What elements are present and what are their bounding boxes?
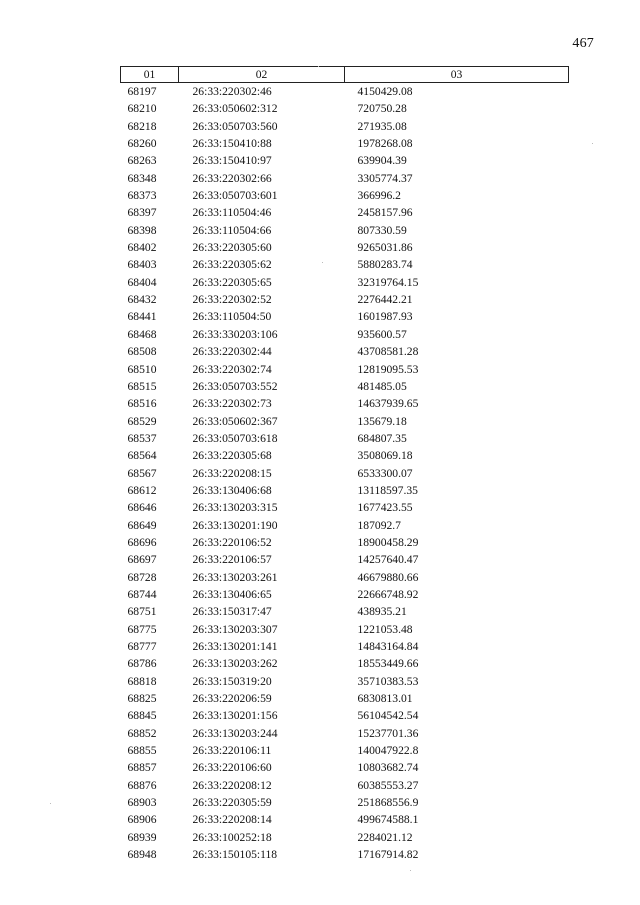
cell-value: 807330.59	[357, 223, 407, 237]
table-row	[121, 742, 569, 759]
cell-cadastral-number: 26:33:050602:367	[192, 414, 278, 428]
cell-cadastral-number: 26:33:130201:141	[192, 640, 278, 653]
cell-code: 68906	[127, 813, 157, 827]
table-row	[121, 829, 569, 846]
table-row	[121, 256, 569, 273]
cell-cadastral-number: 26:33:220305:62	[192, 258, 272, 272]
cell-code: 68432	[127, 293, 157, 307]
cell-cadastral-number: 26:33:130203:244	[192, 726, 278, 740]
table-row	[121, 239, 569, 256]
cell-cadastral-number: 26:33:130203:262	[192, 657, 278, 671]
cell-code: 68852	[127, 726, 157, 740]
cell-value: 1677423.55	[357, 501, 413, 515]
cell-cadastral-number: 26:33:050703:552	[192, 379, 278, 393]
table-body	[121, 83, 569, 864]
cell-value: 2458157.96	[357, 206, 413, 220]
table-row	[121, 465, 569, 482]
cell-cadastral-number: 26:33:220208:12	[192, 778, 272, 792]
cell-code: 68402	[127, 241, 157, 255]
cell-cadastral-number: 26:33:050703:560	[192, 119, 278, 133]
table-row	[121, 135, 569, 152]
table-row	[121, 673, 569, 690]
cell-code: 68903	[127, 796, 157, 810]
cell-value: 5880283.74	[357, 258, 413, 272]
table-row	[121, 603, 569, 620]
cell-code: 68825	[127, 692, 157, 706]
cell-code: 68818	[127, 674, 157, 688]
cell-code: 68845	[127, 709, 157, 723]
table-row	[121, 811, 569, 828]
cell-value: 46679880.66	[357, 570, 419, 584]
cell-code: 68855	[127, 744, 157, 758]
cell-cadastral-number: 26:33:220305:59	[192, 796, 272, 810]
table-row	[121, 586, 569, 603]
cell-code: 68939	[127, 830, 157, 844]
cell-code: 68404	[127, 275, 157, 289]
scan-speck	[318, 66, 319, 67]
cell-cadastral-number: 26:33:220302:44	[192, 345, 272, 359]
table-row	[121, 534, 569, 551]
cell-value: 18553449.66	[357, 657, 419, 671]
table-row	[121, 204, 569, 221]
cell-value: 56104542.54	[357, 709, 419, 723]
cell-code: 68786	[127, 657, 157, 671]
table-row	[121, 326, 569, 343]
cell-code: 68373	[127, 189, 157, 203]
table-row	[121, 222, 569, 239]
table-row	[121, 378, 569, 395]
cell-code: 68468	[127, 327, 157, 341]
cell-code: 68529	[127, 414, 157, 428]
cell-code: 68646	[127, 501, 157, 515]
cell-code: 68567	[127, 466, 157, 480]
scan-speck	[322, 262, 323, 263]
cell-cadastral-number: 26:33:150317:47	[192, 605, 272, 619]
cell-cadastral-number: 26:33:220302:66	[192, 171, 272, 185]
cell-cadastral-number: 26:33:130203:307	[192, 622, 278, 636]
cell-code: 68263	[127, 154, 157, 168]
cell-cadastral-number: 26:33:220106:60	[192, 761, 272, 775]
cell-cadastral-number: 26:33:110504:66	[192, 223, 272, 237]
table-row	[121, 482, 569, 499]
cell-code: 68197	[127, 85, 157, 98]
cell-cadastral-number: 26:33:220106:52	[192, 535, 272, 549]
cell-cadastral-number: 26:33:130201:156	[192, 709, 278, 723]
cell-code: 68649	[127, 518, 157, 532]
cell-cadastral-number: 26:33:100252:18	[192, 830, 272, 844]
cell-code: 68348	[127, 171, 157, 185]
cell-code: 68537	[127, 431, 157, 445]
cell-value: 22666748.92	[357, 587, 419, 601]
table-row	[121, 517, 569, 534]
table-row	[121, 361, 569, 378]
table-row	[121, 395, 569, 412]
scan-speck	[410, 870, 411, 871]
cell-cadastral-number: 26:33:150410:88	[192, 137, 272, 151]
cell-code: 68697	[127, 553, 157, 567]
table-row	[121, 621, 569, 638]
cell-value: 9265031.86	[357, 241, 413, 255]
cell-code: 68403	[127, 258, 157, 272]
cell-value: 366996.2	[357, 189, 401, 203]
table-row	[121, 187, 569, 204]
cell-value: 935600.57	[357, 327, 407, 341]
cell-cadastral-number: 26:33:150319:20	[192, 674, 272, 688]
table-row	[121, 343, 569, 360]
cell-code: 68515	[127, 379, 157, 393]
cell-value: 17167914.82	[357, 848, 419, 862]
column-header-02: 02	[179, 67, 345, 83]
table-row	[121, 308, 569, 325]
cell-value: 13118597.35	[357, 483, 418, 497]
cell-code: 68441	[127, 310, 157, 324]
cell-value: 12819095.53	[357, 362, 419, 376]
cell-value: 35710383.53	[357, 674, 419, 688]
cell-value: 271935.08	[357, 119, 407, 133]
scan-speck	[50, 803, 51, 804]
cell-value: 14843164.84	[357, 640, 419, 653]
cell-cadastral-number: 26:33:220208:14	[192, 813, 272, 827]
cell-value: 3508069.18	[357, 449, 413, 463]
table-row	[121, 413, 569, 430]
cell-cadastral-number: 26:33:220106:11	[192, 744, 272, 758]
cell-value: 4150429.08	[357, 85, 413, 98]
table-row	[121, 846, 569, 863]
table-row	[121, 690, 569, 707]
cell-value: 15237701.36	[357, 726, 419, 740]
cell-code: 68857	[127, 761, 157, 775]
cell-cadastral-number: 26:33:130203:315	[192, 501, 278, 515]
cell-cadastral-number: 26:33:220206:59	[192, 692, 272, 706]
cell-cadastral-number: 26:33:220305:65	[192, 275, 272, 289]
cell-cadastral-number: 26:33:220305:68	[192, 449, 272, 463]
cell-cadastral-number: 26:33:150105:118	[192, 848, 278, 862]
cell-code: 68751	[127, 605, 157, 619]
cell-code: 68775	[127, 622, 157, 636]
table-row	[121, 430, 569, 447]
scan-speck	[592, 143, 593, 144]
cell-code: 68210	[127, 102, 157, 116]
cell-code: 68564	[127, 449, 157, 463]
cell-code: 68696	[127, 535, 157, 549]
cell-value: 2276442.21	[357, 293, 413, 307]
cell-value: 251868556.9	[357, 796, 419, 810]
cell-value: 6830813.01	[357, 692, 413, 706]
table-row	[121, 83, 569, 101]
cell-value: 60385553.27	[357, 778, 419, 792]
cell-code: 68398	[127, 223, 157, 237]
column-header-03: 03	[345, 67, 569, 83]
cadastral-value-table	[120, 66, 569, 863]
table-row	[121, 638, 569, 655]
cell-cadastral-number: 26:33:220305:60	[192, 241, 272, 255]
cell-value: 3305774.37	[357, 171, 413, 185]
cell-code: 68876	[127, 778, 157, 792]
cell-value: 6533300.07	[357, 466, 413, 480]
cell-code: 68948	[127, 848, 157, 862]
cell-cadastral-number: 26:33:130201:190	[192, 518, 278, 532]
cell-code: 68777	[127, 640, 157, 653]
cell-value: 2284021.12	[357, 830, 413, 844]
table-row	[121, 291, 569, 308]
table-row	[121, 100, 569, 117]
cell-value: 1601987.93	[357, 310, 413, 324]
cell-code: 68260	[127, 137, 157, 151]
cell-code: 68516	[127, 397, 157, 411]
cell-value: 140047922.8	[357, 744, 419, 758]
cell-value: 1221053.48	[357, 622, 413, 636]
table-row	[121, 759, 569, 776]
cell-cadastral-number: 26:33:130203:261	[192, 570, 278, 584]
table-header-row	[121, 67, 569, 83]
cell-code: 68728	[127, 570, 157, 584]
cell-value: 1978268.08	[357, 137, 413, 151]
cell-cadastral-number: 26:33:220208:15	[192, 466, 272, 480]
cell-cadastral-number: 26:33:220302:74	[192, 362, 272, 376]
cell-cadastral-number: 26:33:130406:68	[192, 483, 272, 497]
table-row	[121, 777, 569, 794]
cell-code: 68510	[127, 362, 157, 376]
cell-value: 499674588.1	[357, 813, 419, 827]
cell-code: 68612	[127, 483, 157, 497]
cell-cadastral-number: 26:33:220302:46	[192, 85, 272, 98]
cell-value: 481485.05	[357, 379, 407, 393]
cell-code: 68218	[127, 119, 157, 133]
cell-cadastral-number: 26:33:050602:312	[192, 102, 278, 116]
table-row	[121, 707, 569, 724]
table-row	[121, 499, 569, 516]
cell-value: 43708581.28	[357, 345, 419, 359]
cell-value: 135679.18	[357, 414, 407, 428]
table-row	[121, 655, 569, 672]
cell-code: 68744	[127, 587, 157, 601]
cell-cadastral-number: 26:33:110504:46	[192, 206, 272, 220]
cell-value: 438935.21	[357, 605, 407, 619]
cell-cadastral-number: 26:33:220302:73	[192, 397, 272, 411]
cell-value: 639904.39	[357, 154, 407, 168]
cell-cadastral-number: 26:33:110504:50	[192, 310, 272, 324]
cell-code: 68397	[127, 206, 157, 220]
cell-value: 10803682.74	[357, 761, 419, 775]
cell-value: 187092.7	[357, 518, 401, 532]
cell-value: 720750.28	[357, 102, 407, 116]
cell-cadastral-number: 26:33:130406:65	[192, 587, 272, 601]
cell-value: 14637939.65	[357, 397, 419, 411]
cell-cadastral-number: 26:33:220302:52	[192, 293, 272, 307]
table-row	[121, 725, 569, 742]
table-row	[121, 569, 569, 586]
cell-cadastral-number: 26:33:330203:106	[192, 327, 278, 341]
table-row	[121, 794, 569, 811]
table-row	[121, 152, 569, 169]
cell-code: 68508	[127, 345, 157, 359]
table-row	[121, 274, 569, 291]
table-row	[121, 118, 569, 135]
table-row	[121, 551, 569, 568]
cell-value: 684807.35	[357, 431, 407, 445]
cell-cadastral-number: 26:33:220106:57	[192, 553, 272, 567]
cell-value: 32319764.15	[357, 275, 419, 289]
column-header-01: 01	[121, 67, 179, 83]
cell-value: 18900458.29	[357, 535, 419, 549]
table-row	[121, 170, 569, 187]
cell-cadastral-number: 26:33:050703:601	[192, 189, 278, 203]
table-row	[121, 447, 569, 464]
cell-cadastral-number: 26:33:150410:97	[192, 154, 272, 168]
cell-cadastral-number: 26:33:050703:618	[192, 431, 278, 445]
cell-value: 14257640.47	[357, 553, 419, 567]
page-number: 467	[572, 36, 594, 51]
